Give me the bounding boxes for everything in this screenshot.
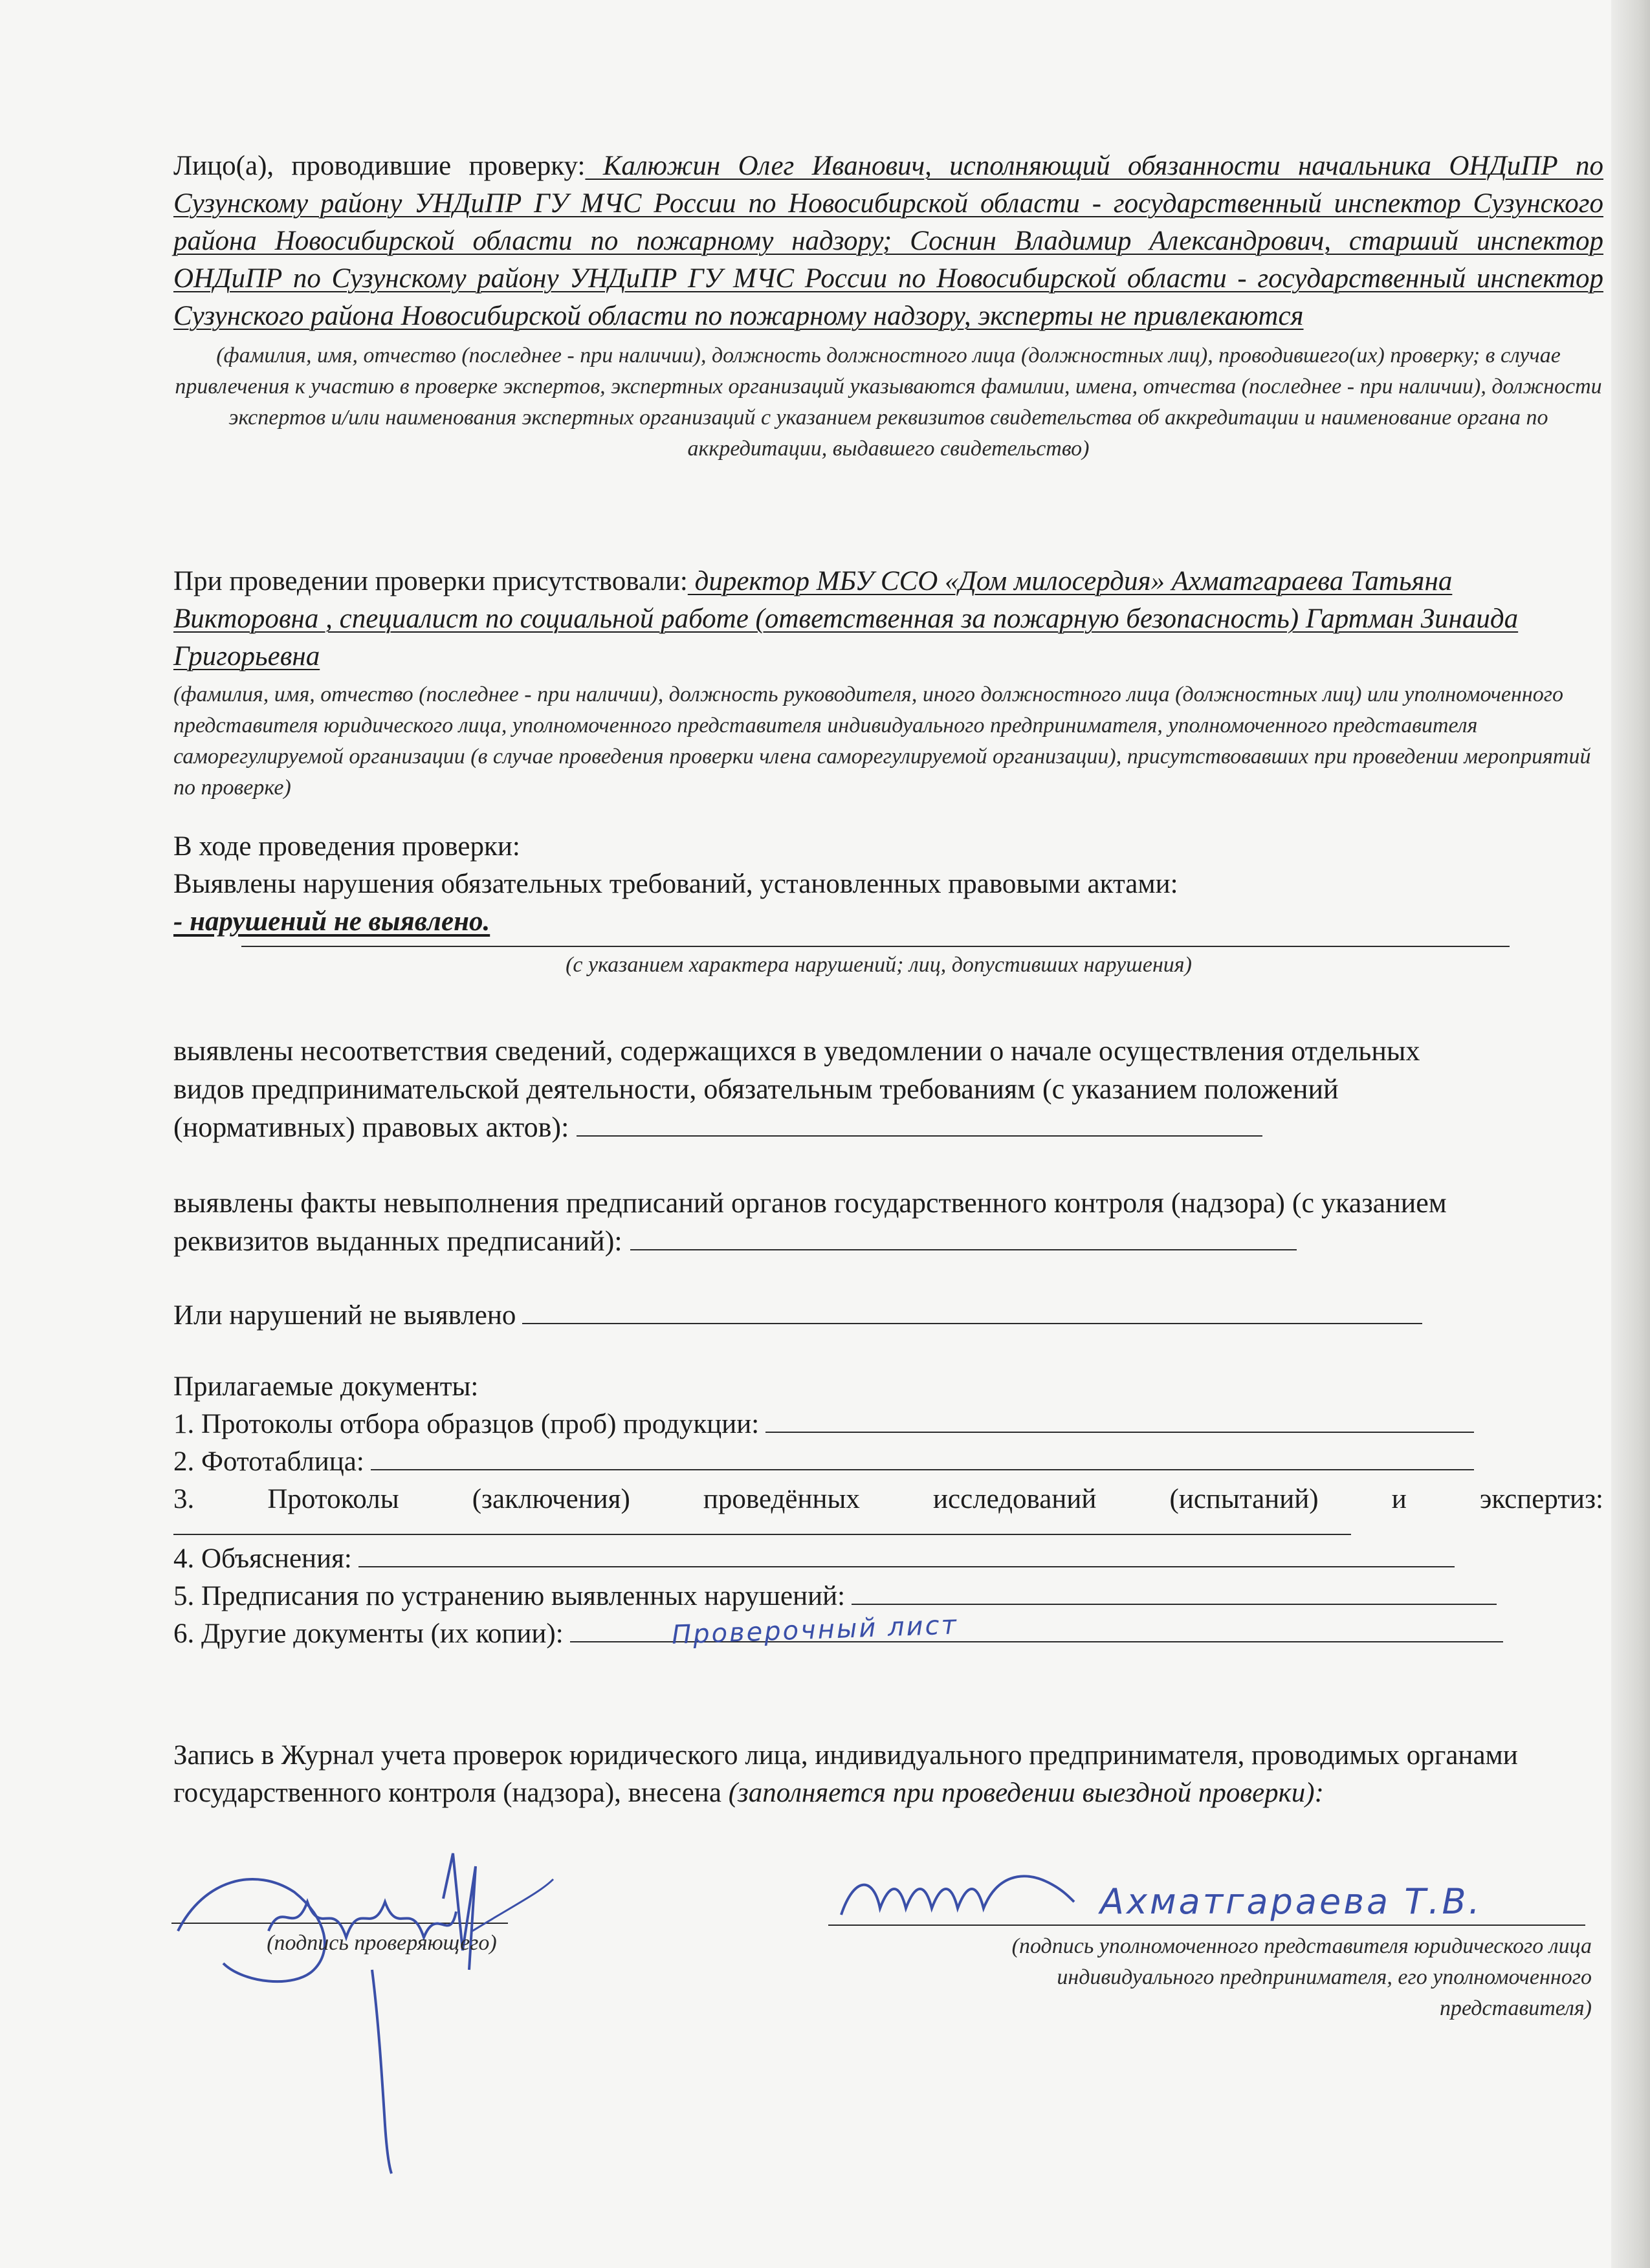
journal-note: (заполняется при проведении выездной проверки):	[728, 1778, 1324, 1808]
none-section	[173, 1297, 1422, 1335]
attachment-item-6-label: 6. Другие документы (их копии):	[173, 1619, 564, 1649]
mismatch-blank-line	[577, 1112, 1262, 1137]
attachment-item-1	[173, 1406, 1474, 1443]
attachment-item-3-line	[173, 1518, 1351, 1535]
mismatch-paragraph	[173, 1032, 1480, 1146]
journal-section	[173, 1737, 1545, 1812]
violations-label: Выявлены нарушения обязательных требований, установленных правовыми актами:	[173, 869, 1178, 899]
journal-paragraph	[173, 1737, 1545, 1812]
attachment-item-2-line	[371, 1446, 1474, 1470]
findings-section	[173, 828, 1603, 981]
orders-section	[173, 1184, 1480, 1260]
inspector-signature-caption: (подпись проверяющего)	[267, 1931, 497, 1955]
violations-underline	[241, 941, 1510, 947]
findings-intro: В ходе проведения проверки:	[173, 831, 520, 862]
inspector-signature-graphic	[165, 1840, 566, 2177]
inspectors-section	[173, 147, 1603, 464]
orders-blank-line	[630, 1226, 1297, 1250]
attachments-section	[173, 1368, 1603, 1653]
violations-value: - нарушений не выявлено.	[173, 906, 490, 937]
mismatch-section	[173, 1032, 1480, 1146]
attachment-item-3: 3. Протоколы (заключения) проведённых исследований (испытаний) и экспертиз:	[173, 1484, 1603, 1514]
attachment-item-6	[173, 1610, 1503, 1653]
inspectors-label: Лицо(а), проводившие проверку:	[173, 151, 586, 181]
attachment-item-5-label: 5. Предписания по устранению выявленных нарушений:	[173, 1581, 846, 1611]
attachment-item-2-label: 2. Фототаблица:	[173, 1446, 364, 1477]
violations-caption: (с указанием характера нарушений; лиц, допустивших нарушения)	[566, 953, 1192, 977]
representative-handwritten-name: Ахматгараева Т.В.	[1100, 1881, 1482, 1922]
attachment-item-2	[173, 1443, 1474, 1481]
attachments-title: Прилагаемые документы:	[173, 1371, 479, 1402]
attachment-item-4	[173, 1540, 1455, 1578]
none-blank-line	[522, 1300, 1422, 1324]
attachment-item-6-handwritten: Проверочный лист	[671, 1610, 959, 1650]
mismatch-text: выявлены несоответствия сведений, содержащихся в уведомлении о начале осуществления отдельных видов предпринимательской деятельности, обязательным требованиям (с указанием положений (нормативных) правовых актов):	[173, 1035, 1420, 1143]
none-label: Или нарушений не выявлено	[173, 1300, 516, 1331]
attachment-item-1-label: 1. Протоколы отбора образцов (проб) продукции:	[173, 1409, 760, 1439]
attachment-item-4-line	[358, 1543, 1455, 1567]
attachment-item-4-label: 4. Объяснения:	[173, 1543, 352, 1574]
violations-value-row	[173, 903, 1603, 941]
inspectors-paragraph	[173, 147, 1603, 335]
representative-signature-graphic	[835, 1863, 1081, 1928]
none-row	[173, 1297, 1422, 1335]
attachment-item-5	[173, 1578, 1497, 1615]
present-paragraph	[173, 563, 1603, 675]
orders-paragraph	[173, 1184, 1480, 1260]
present-value: директор МБУ ССО «Дом милосердия» Ахматгараева Татьяна Викторовна , специалист по социальной работе (ответственная за пожарную безопасность) Гартман Зинаида Григорьевна	[173, 566, 1519, 671]
present-section	[173, 563, 1603, 803]
scanned-page-edge	[1611, 0, 1650, 2268]
representative-signature-caption: (подпись уполномоченного представителя юридического лица индивидуального предпринимателя, его уполномоченного представителя)	[1011, 1934, 1592, 2020]
attachment-item-1-line	[765, 1408, 1474, 1433]
inspectors-caption: (фамилия, имя, отчество (последнее - при наличии), должность должностного лица (должностных лиц), проводившего(их) проверку; в случае привлечения к участию в проверке экспертов, экспертных организаций указываются фамилии, имена, отчества (последнее - при наличии), должности экспертов и/или наименования экспертных организаций с указанием реквизитов свидетельства об аккредитации и наименование органа по аккредитации, выдавшего свидетельство)	[175, 343, 1602, 461]
inspectors-value: Калюжин Олег Иванович, исполняющий обязанности начальника ОНДиПР по Сузунскому району УНДиПР ГУ МЧС России по Новосибирской области - государственный инспектор Сузунского района Новосибирской области по пожарному надзору; Соснин Владимир Александрович, старший инспектор ОНДиПР по Сузунскому району УНДиПР ГУ МЧС России по Новосибирской области - государственный инспектор Сузунского района Новосибирской области по пожарному надзору, эксперты не привлекаются	[173, 151, 1604, 331]
attachment-item-5-line	[852, 1580, 1497, 1605]
present-caption: (фамилия, имя, отчество (последнее - при наличии), должность руководителя, иного должностного лица (должностных лиц) или уполномоченного представителя юридического лица, уполномоченного представителя индивидуального предпринимателя, уполномоченного представителя саморегулируемой организации (в случае проведения проверки члена саморегулируемой организации), присутствовавших при проведении мероприятий по проверке)	[173, 682, 1591, 800]
journal-text: Запись в Журнал учета проверок юридического лица, индивидуального предпринимателя, проводимых органами государственного контроля (надзора), внесена	[173, 1740, 1518, 1808]
present-label: При проведении проверки присутствовали:	[173, 566, 688, 596]
orders-text: выявлены факты невыполнения предписаний органов государственного контроля (надзора) (с указанием реквизитов выданных предписаний):	[173, 1187, 1447, 1257]
